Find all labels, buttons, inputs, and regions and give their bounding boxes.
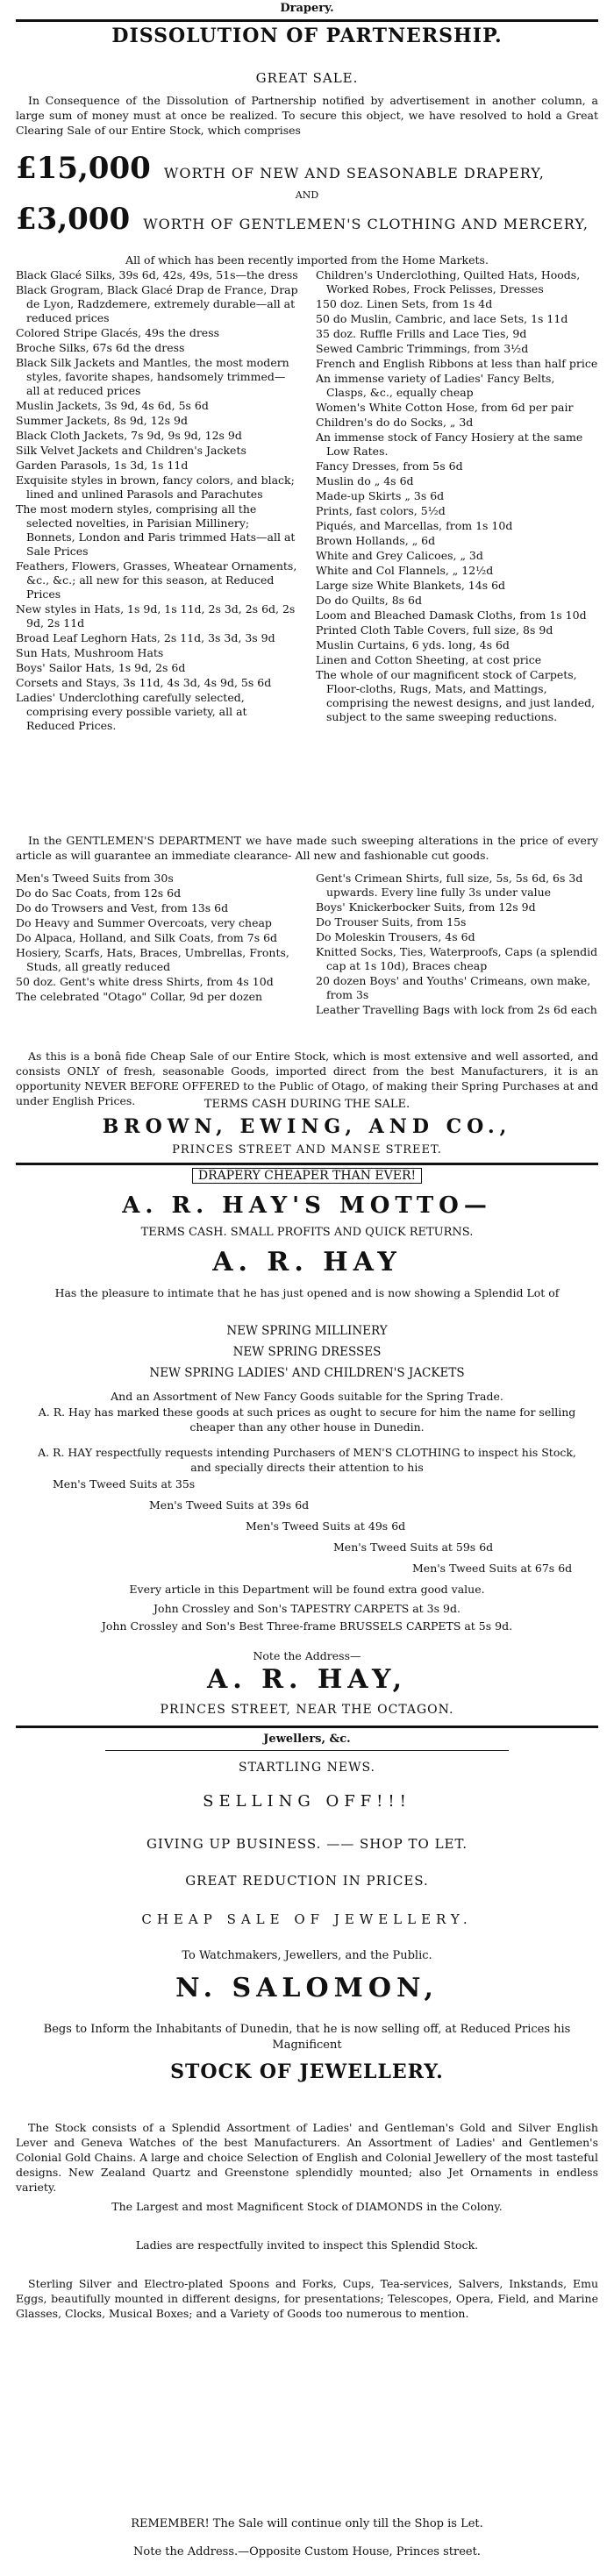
drapery-item: New styles in Hats, 1s 9d, 1s 11d, 2s 3d, 2s 6d, 2s 9d, 2s 11d <box>16 602 296 630</box>
drapery-item: Do do Quilts, 8s 6d <box>316 594 422 607</box>
section-header-drapery: Drapery. <box>280 2 334 15</box>
brown-ewing-firm-name: BROWN, EWING, AND CO., <box>102 1115 512 1138</box>
drapery-item: Broad Leaf Leghorn Hats, 2s 11d, 3s 3d, 3s 9d <box>16 631 275 644</box>
drapery-item: Black Glacé Silks, 39s 6d, 42s, 49s, 51s—the dress <box>16 268 298 281</box>
drapery-item: Corsets and Stays, 3s 11d, 4s 3d, 4s 9d, 5s 6d <box>16 676 272 689</box>
salomon-address: Note the Address.—Opposite Custom House, Princes street. <box>133 2545 481 2558</box>
hay-spring-dresses: NEW SPRING DRESSES <box>232 1345 382 1359</box>
hay-assortment: And an Assortment of New Fancy Goods suitable for the Spring Trade. <box>111 1390 503 1403</box>
giving-up-business: GIVING UP BUSINESS. —— SHOP TO LET. <box>146 1836 468 1852</box>
to-watchmakers: To Watchmakers, Jewellers, and the Public. <box>182 1949 432 1962</box>
drapery-item: Piqués, and Marcellas, from 1s 10d <box>316 519 513 532</box>
salomon-begs: Begs to Inform the Inhabitants of Dunedin, that he is now selling off, at Reduced Prices his Magnificent <box>43 2023 571 2052</box>
stock-of-jewellery: STOCK OF JEWELLERY. <box>170 2060 444 2083</box>
clothing-item: Do Alpaca, Holland, and Silk Coats, from 7s 6d <box>16 931 278 944</box>
clothing-item: Boys' Knickerbocker Suits, from 12s 9d <box>316 900 536 914</box>
drapery-item: White and Grey Calicoes, „ 3d <box>316 549 483 562</box>
hay-address: PRINCES STREET, NEAR THE OCTAGON. <box>160 1703 454 1717</box>
clothing-item: 20 dozen Boys' and Youths' Crimeans, own make, from 3s <box>316 974 591 1001</box>
hay-name-2: A. R. HAY, <box>206 1664 408 1695</box>
hay-pleasure: Has the pleasure to intimate that he has just opened and is now showing a Splendid Lot of <box>54 1286 560 1299</box>
gent-left-list <box>16 872 298 1005</box>
clothing-worth-line <box>16 202 598 237</box>
suit-49: Men's Tweed Suits at 49s 6d <box>246 1519 406 1533</box>
drapery-item: Fancy Dresses, from 5s 6d <box>316 459 463 473</box>
startling-news: STARTLING NEWS. <box>238 1761 376 1775</box>
suit-35: Men's Tweed Suits at 35s <box>53 1477 196 1491</box>
clothing-item: Do do Sac Coats, from 12s 6d <box>16 886 182 900</box>
drapery-worth-line <box>16 151 598 186</box>
remember: REMEMBER! The Sale will continue only till the Shop is Let. <box>131 2517 483 2530</box>
divider-2 <box>16 1726 598 1728</box>
drapery-item: Prints, fast colors, 5½d <box>316 504 446 517</box>
drapery-item: Black Cloth Jackets, 7s 9d, 9s 9d, 12s 9d <box>16 429 242 442</box>
drapery-item: Large size White Blankets, 14s 6d <box>316 579 506 592</box>
brown-ewing-address: PRINCES STREET AND MANSE STREET. <box>172 1143 442 1156</box>
drapery-item: An immense stock of Fancy Hosiery at the same Low Rates. <box>316 431 583 458</box>
drapery-worth-text: WORTH OF NEW AND SEASONABLE DRAPERY, <box>163 165 545 181</box>
amount-15000: £15,000 <box>16 151 151 186</box>
drapery-item: Garden Parasols, 1s 3d, 1s 11d <box>16 459 189 472</box>
dissolution-intro: In Consequence of the Dissolution of Partnership notified by advertisement in another column, a large sum of money must at once be realized. To secure this object, we have resolved to hold a Great Clearing Sale of our Entire Stock, which comprises <box>16 94 598 137</box>
sterling-silver: Sterling Silver and Electro-plated Spoons and Forks, Cups, Tea-services, Salvers, Inkstands, Emu Eggs, beautifully mounted in different designs, for presentations; Telescopes, Opera, Field, and Marine Glasses, Clocks, Musical Boxes; and a Variety of Goods too numerous to mention. <box>16 2277 598 2320</box>
drapery-item: An immense variety of Ladies' Fancy Belts, Clasps, &c., equally cheap <box>316 372 555 399</box>
clothing-item: Hosiery, Scarfs, Hats, Braces, Umbrellas, Fronts, Studs, all greatly reduced <box>16 946 289 973</box>
hay-headline: DRAPERY CHEAPER THAN EVER! <box>0 1168 614 1184</box>
amount-3000: £3,000 <box>16 202 131 237</box>
imported-text: All of which has been recently imported from the Home Markets. <box>125 253 489 267</box>
closing-text: As this is a bonâ fide Cheap Sale of our Entire Stock, which is most extensive and well assorted, and consists ONLY of fresh, seasonable Goods, imported direct from the best Manufacturers, it is an opportunity NEVER BEFORE OFFERED to the Public of Otago, of making their Spring Purchases at and under English Prices. <box>16 1050 598 1107</box>
drapery-item: Broche Silks, 67s 6d the dress <box>16 341 185 354</box>
great-sale-subtitle: GREAT SALE. <box>255 70 359 86</box>
hay-motto-title: A. R. HAY'S MOTTO— <box>122 1192 492 1219</box>
section-header-jewellers: Jewellers, &c. <box>263 1733 351 1746</box>
drapery-item: Sewed Cambric Trimmings, from 3½d <box>316 342 529 355</box>
drapery-item: Feathers, Flowers, Grasses, Wheatear Ornaments, &c., &c.; all new for this season, at Reduced Prices <box>16 559 297 601</box>
drapery-left-list <box>16 268 298 734</box>
and-text: AND <box>295 189 319 201</box>
diamonds: The Largest and most Magnificent Stock of DIAMONDS in the Colony. <box>111 2200 503 2213</box>
jewellers-rule <box>105 1750 509 1751</box>
clothing-item: Men's Tweed Suits from 30s <box>16 872 174 885</box>
terms-cash: TERMS CASH DURING THE SALE. <box>203 1098 411 1111</box>
gentlemen-department-text: In the GENTLEMEN'S DEPARTMENT we have made such sweeping alterations in the price of every article as will guarantee an immediate clearance- All new and fashionable cut goods. <box>16 834 598 862</box>
drapery-item: Boys' Sailor Hats, 1s 9d, 2s 6d <box>16 661 186 674</box>
hay-tapestry: John Crossley and Son's TAPESTRY CARPETS at 3s 9d. <box>154 1602 460 1615</box>
hay-name: A. R. HAY <box>212 1247 402 1277</box>
hay-spring-millinery: NEW SPRING MILLINERY <box>226 1324 388 1338</box>
clothing-item: Knitted Socks, Ties, Waterproofs, Caps (a splendid cap at 1s 10d), Braces cheap <box>316 945 598 972</box>
drapery-item: Children's Underclothing, Quilted Hats, Hoods, Worked Robes, Frock Pelisses, Dresses <box>316 268 581 295</box>
drapery-item: 150 doz. Linen Sets, from 1s 4d <box>316 297 493 310</box>
stock-description: The Stock consists of a Splendid Assortment of Ladies' and Gentleman's Gold and Silver English Lever and Geneva Watches of the best Manufacturers. An Assortment of Ladies' and Gentlemen's Colonial Gold Chains. A large and choice Selection of English and Colonial Jewellery of the most tasteful designs. New Zealand Quartz and Greenstone splendidly mounted; also Jet Ornaments in endless variety. <box>16 2121 598 2194</box>
drapery-item: Ladies' Underclothing carefully selected, comprising every possible variety, all at Reduced Prices. <box>16 691 247 732</box>
suit-67: Men's Tweed Suits at 67s 6d <box>412 1562 573 1575</box>
drapery-item: Linen and Cotton Sheeting, at cost price <box>316 653 542 666</box>
drapery-item: Black Grogram, Black Glacé Drap de France, Drap de Lyon, Radzdemere, extremely durable—all at reduced prices <box>16 283 298 324</box>
suit-39: Men's Tweed Suits at 39s 6d <box>149 1498 310 1512</box>
drapery-item: Brown Hollands, „ 6d <box>316 534 436 547</box>
clothing-item: The celebrated "Otago" Collar, 9d per dozen <box>16 990 263 1003</box>
divider-1 <box>16 1163 598 1165</box>
drapery-item: Made-up Skirts „ 3s 6d <box>316 489 445 502</box>
drapery-item: Loom and Bleached Damask Cloths, from 1s 10d <box>316 608 587 622</box>
hay-every-article: Every article in this Department will be found extra good value. <box>129 1583 485 1596</box>
drapery-item: Printed Cloth Table Covers, full size, 8s 9d <box>316 623 553 637</box>
drapery-item: Muslin do „ 4s 6d <box>316 474 414 487</box>
gent-right-list <box>316 872 598 1018</box>
cheap-sale-jewellery: CHEAP SALE OF JEWELLERY. <box>141 1911 473 1927</box>
hay-marked: A. R. Hay has marked these goods at such prices as ought to secure for him the name for selling cheaper than any other house in Dunedin. <box>38 1405 576 1434</box>
great-reduction: GREAT REDUCTION IN PRICES. <box>185 1873 429 1889</box>
clothing-item: 50 doz. Gent's white dress Shirts, from 4s 10d <box>16 975 274 988</box>
salomon-name: N. SALOMON, <box>175 1973 439 2003</box>
drapery-item: Summer Jackets, 8s 9d, 12s 9d <box>16 414 188 427</box>
drapery-item: Muslin Jackets, 3s 9d, 4s 6d, 5s 6d <box>16 399 209 412</box>
drapery-item: The most modern styles, comprising all the selected novelties, in Parisian Millinery; Bonnets, London and Paris trimmed Hats—all at Sale Prices <box>16 502 296 558</box>
drapery-item: 35 doz. Ruffle Frills and Lace Ties, 9d <box>316 327 527 340</box>
drapery-item: Children's do do Socks, „ 3d <box>316 416 474 429</box>
clothing-item: Do Heavy and Summer Overcoats, very cheap <box>16 916 272 929</box>
hay-motto: TERMS CASH. SMALL PROFITS AND QUICK RETURNS. <box>140 1226 474 1239</box>
ladies-invited: Ladies are respectfully invited to inspect this Splendid Stock. <box>135 2238 479 2252</box>
clothing-item: Do Moleskin Trousers, 4s 6d <box>316 930 475 943</box>
drapery-item: Exquisite styles in brown, fancy colors, and black; lined and unlined Parasols and Parachutes <box>16 473 295 501</box>
suit-59: Men's Tweed Suits at 59s 6d <box>333 1541 494 1554</box>
clothing-item: Leather Travelling Bags with lock from 2s 6d each <box>316 1003 597 1016</box>
header-rule <box>16 19 598 22</box>
hay-clothing: A. R. HAY respectfully requests intending Purchasers of MEN'S CLOTHING to inspect his Stock, and specially directs their attention to his <box>38 1446 576 1474</box>
clothing-worth-text: WORTH OF GENTLEMEN'S CLOTHING AND MERCERY, <box>143 216 589 232</box>
clothing-item: Do do Trowsers and Vest, from 13s 6d <box>16 901 229 914</box>
hay-brussels: John Crossley and Son's Best Three-frame BRUSSELS CARPETS at 5s 9d. <box>101 1619 513 1633</box>
clothing-item: Do Trouser Suits, from 15s <box>316 915 467 929</box>
drapery-item: Silk Velvet Jackets and Children's Jackets <box>16 444 246 457</box>
drapery-item: Muslin Curtains, 6 yds. long, 4s 6d <box>316 638 510 651</box>
dissolution-title: DISSOLUTION OF PARTNERSHIP. <box>111 25 503 47</box>
drapery-item: Colored Stripe Glacés, 49s the dress <box>16 326 220 339</box>
drapery-item: White and Col Flannels, „ 12½d <box>316 564 494 577</box>
drapery-right-list <box>316 268 598 725</box>
drapery-item: French and English Ribbons at less than half price <box>316 357 598 370</box>
drapery-item: Women's White Cotton Hose, from 6d per pair <box>316 401 574 414</box>
clothing-item: Gent's Crimean Shirts, full size, 5s, 5s 6d, 6s 3d upwards. Every line fully 3s under value <box>316 872 583 899</box>
drapery-item: The whole of our magnificent stock of Carpets, Floor-cloths, Rugs, Mats, and Mattings, comprising the newest designs, and just landed, subject to the same sweeping reductions. <box>316 668 596 723</box>
hay-spring-jackets: NEW SPRING LADIES' AND CHILDREN'S JACKETS <box>149 1366 465 1380</box>
selling-off: SELLING OFF!!! <box>203 1792 411 1811</box>
drapery-item: Sun Hats, Mushroom Hats <box>16 646 164 659</box>
drapery-item: 50 do Muslin, Cambric, and lace Sets, 1s 11d <box>316 312 568 325</box>
drapery-item: Black Silk Jackets and Mantles, the most modern styles, favorite shapes, handsomely trimmed—all at reduced prices <box>16 356 289 397</box>
hay-note: Note the Address— <box>253 1649 361 1662</box>
